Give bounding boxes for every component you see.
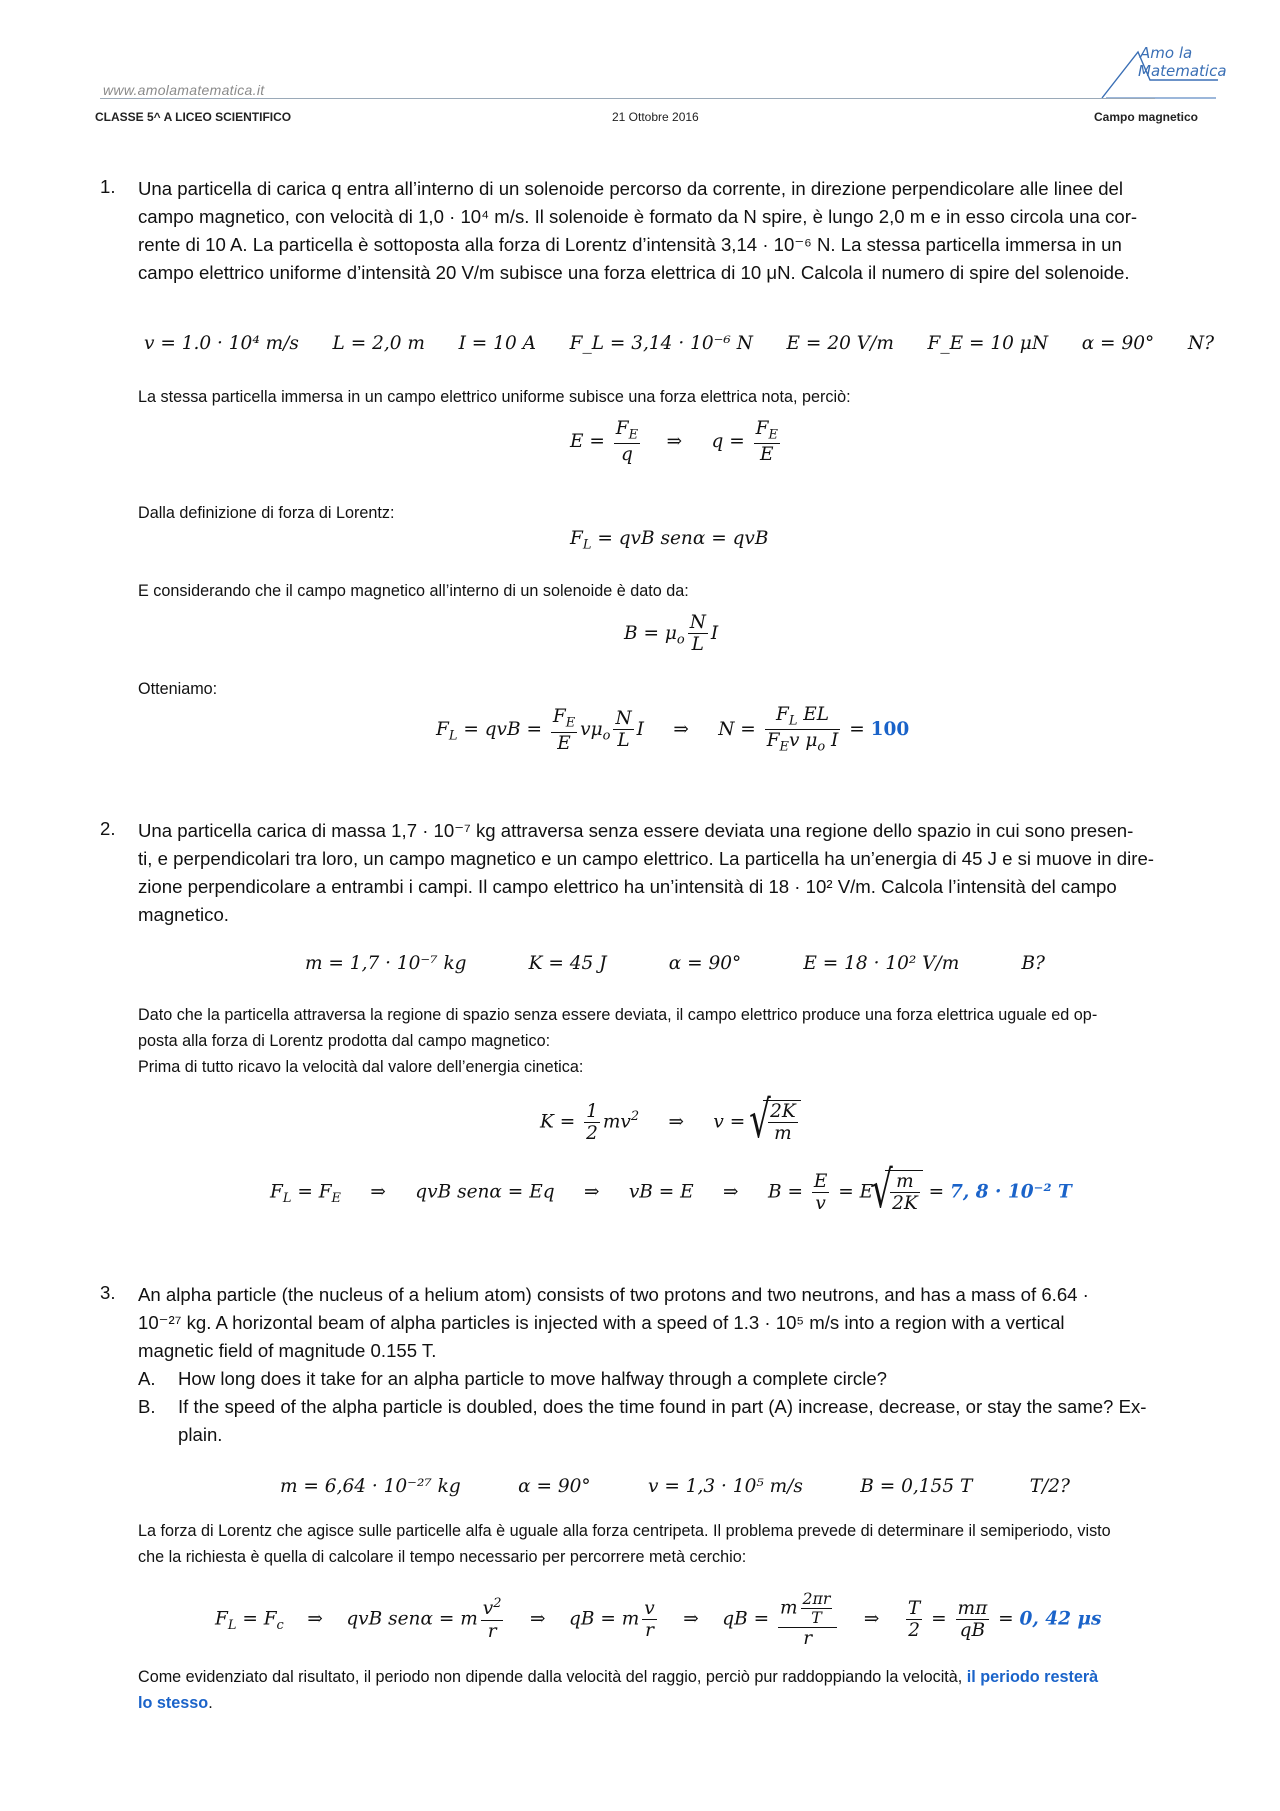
- given: I = 10 A: [458, 333, 536, 354]
- given: E = 20 V/m: [786, 333, 894, 354]
- given: v = 1.0 · 10⁴ m/s: [144, 333, 299, 354]
- problem-number: 1.: [100, 176, 116, 197]
- text-line: 10⁻²⁷ kg. A horizontal beam of alpha particles is injected with a speed of 1.3 · 10⁵ m/s into a region with a vertical: [138, 1312, 1065, 1333]
- given: α = 90°: [518, 1476, 591, 1497]
- logo-text-2: Matematica: [1138, 62, 1227, 80]
- text-line: An alpha particle (the nucleus of a helium atom) consists of two protons and two neutrons, and has a mass of 6.64 ·: [138, 1284, 1089, 1305]
- item-label: A.: [138, 1368, 156, 1389]
- text-line: magnetic field of magnitude 0.155 T.: [138, 1340, 437, 1361]
- given: α = 90°: [1081, 333, 1155, 354]
- conclusion: [138, 1664, 1206, 1716]
- header-rule: [100, 98, 1155, 99]
- equation: $F_L$ = qvB senα = qvB: [570, 528, 769, 553]
- logo-text-1: Amo la: [1140, 44, 1193, 62]
- given: L = 2,0 m: [332, 333, 425, 354]
- equation: E = $\frac{F_E}{q}$ ⇒ q = $\frac{F_E}{E}$: [570, 418, 778, 466]
- note: Prima di tutto ricavo la velocità dal valore dell’energia cinetica:: [138, 1058, 584, 1076]
- note: Otteniamo:: [138, 680, 218, 698]
- site-url: www.amolamatematica.it: [103, 82, 265, 98]
- given: α = 90°: [668, 953, 742, 974]
- given: m = 1,7 · 10⁻⁷ kg: [305, 953, 467, 974]
- conclusion-text: Come evidenziato dal risultato, il periodo non dipende dalla velocità del raggio, perciò pur raddoppiando la velocità,: [138, 1668, 963, 1686]
- problem-text: [138, 175, 1206, 287]
- text-line: Una particella di carica q entra all’interno di un solenoide percorso da corrente, in direzione perpendicolare alle linee del: [138, 178, 1124, 199]
- given: T/2?: [1029, 1476, 1070, 1497]
- text-line: magnetico.: [138, 904, 229, 925]
- conclusion-end: .: [208, 1694, 213, 1712]
- given: F_L = 3,14 · 10⁻⁶ N: [569, 333, 753, 354]
- problem-number: 3.: [100, 1282, 116, 1303]
- note: La forza di Lorentz che agisce sulle particelle alfa è uguale alla forza centripeta. Il problema prevede di determinare il semiperiodo, visto: [138, 1522, 1111, 1540]
- list-item: [138, 1393, 1206, 1421]
- item-label: B.: [138, 1396, 156, 1417]
- note: E considerando che il campo magnetico all’interno di un solenoide è dato da:: [138, 582, 689, 600]
- header-class: CLASSE 5^ A LICEO SCIENTIFICO: [95, 110, 292, 124]
- problem-text: [138, 817, 1206, 929]
- givens-row: [305, 953, 1045, 974]
- equation: K = $\frac{1}{2}$ $mv^2$ ⇒ v = √ $\frac{2K}{m}$: [540, 1100, 801, 1145]
- note: che la richiesta è quella di calcolare il tempo necessario per percorrere metà cerchio:: [138, 1548, 747, 1566]
- header-date: 21 Ottobre 2016: [612, 110, 699, 124]
- answer: 0, 42 μs: [1019, 1608, 1102, 1630]
- text-line: campo elettrico uniforme d’intensità 20 V/m subisce una forza elettrica di 10 μN. Calcola il numero di spire del solenoide.: [138, 262, 1130, 283]
- given: B = 0,155 T: [860, 1476, 973, 1497]
- givens-row: [144, 333, 1214, 354]
- note: Dato che la particella attraversa la regione di spazio senza essere deviata, il campo elettrico produce una forza elettrica uguale ed op-: [138, 1006, 1098, 1024]
- answer: 100: [870, 718, 910, 740]
- note: posta alla forza di Lorentz prodotta dal campo magnetico:: [138, 1032, 551, 1050]
- equation: $F_L = F_c$ ⇒ qvB senα = m $\frac{v^2}{r}$ ⇒ qB = m $\frac{v}{r}$ ⇒ qB = m $\frac{2\pi r}{T}$ r ⇒ $\frac{T}{2}$ = $\frac{m\pi}{qB}$ = 0, 42 μs: [215, 1589, 1102, 1650]
- conclusion-highlight: il periodo resterà: [966, 1668, 1099, 1686]
- logo: [1098, 40, 1227, 104]
- text-line: campo magnetico, con velocità di 1,0 · 10⁴ m/s. Il solenoide è formato da N spire, è lungo 2,0 m e in esso circola una cor-: [138, 206, 1138, 227]
- text-line: Una particella carica di massa 1,7 · 10⁻⁷ kg attraversa senza essere deviata una regione dello spazio in cui sono presen-: [138, 820, 1134, 841]
- given: K = 45 J: [528, 953, 607, 974]
- text-line: ti, e perpendicolari tra loro, un campo magnetico e un campo elettrico. La particella ha un’energia di 45 J e si muove in dire-: [138, 848, 1154, 869]
- note: La stessa particella immersa in un campo elettrico uniforme subisce una forza elettrica nota, perciò:: [138, 388, 851, 406]
- text-line: rente di 10 A. La particella è sottoposta alla forza di Lorentz d’intensità 3,14 · 10⁻⁶ N. La stessa particella immersa in un: [138, 234, 1122, 255]
- given: v = 1,3 · 10⁵ m/s: [648, 1476, 803, 1497]
- list-item: plain.: [178, 1424, 223, 1445]
- note-block: [138, 1002, 1206, 1080]
- equation: $F_L = F_E$ ⇒ qvB senα = Eq ⇒ vB = E ⇒ B = $\frac{E}{v}$ = E √ $\frac{m}{2K}$ = 7, 8 · 10⁻² T: [270, 1170, 1072, 1215]
- text-line: zione perpendicolare a entrambi i campi. Il campo elettrico ha un’intensità di 18 · 10² V/m. Calcola l’intensità del campo: [138, 876, 1117, 897]
- problem-number: 2.: [100, 818, 116, 839]
- conclusion-highlight: lo stesso: [138, 1694, 209, 1712]
- sub-questions: [138, 1365, 1206, 1449]
- problem-text: [138, 1281, 1206, 1365]
- list-item: [138, 1365, 1206, 1393]
- given: F_E = 10 μN: [927, 333, 1049, 354]
- given: m = 6,64 · 10⁻²⁷ kg: [280, 1476, 461, 1497]
- given: N?: [1187, 333, 1214, 354]
- item-text: How long does it take for an alpha particle to move halfway through a complete circle?: [178, 1368, 888, 1389]
- header-topic: Campo magnetico: [1094, 110, 1199, 124]
- equation: $B = \mu_o$ $\frac{N}{L}$ I: [624, 612, 719, 656]
- equation: $F_L$ = qvB = $\frac{F_E}{E}$ $v\mu_o$ $\frac{N}{L}$ I ⇒ N = $\frac{F_L EL}{F_Ev \mu_o I}$ = 100: [436, 704, 910, 755]
- given: E = 18 · 10² V/m: [803, 953, 960, 974]
- note: Dalla definizione di forza di Lorentz:: [138, 504, 395, 522]
- answer: 7, 8 · 10⁻² T: [949, 1181, 1072, 1203]
- givens-row: [280, 1476, 1070, 1497]
- given: B?: [1021, 953, 1045, 974]
- note-block: [138, 1518, 1206, 1570]
- item-text: If the speed of the alpha particle is doubled, does the time found in part (A) increase, decrease, or stay the same? Ex-: [178, 1396, 1147, 1417]
